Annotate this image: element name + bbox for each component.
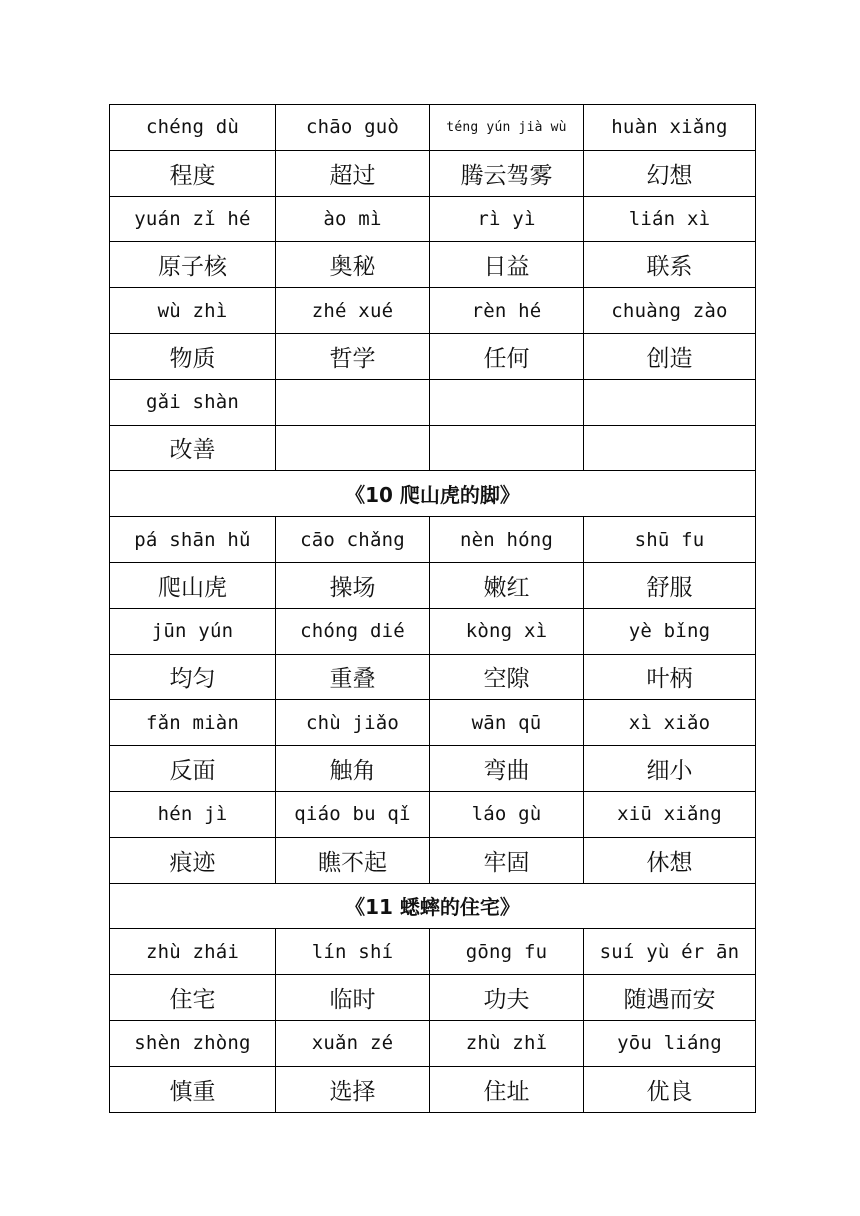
hanzi-cell: 痕迹 (110, 837, 276, 883)
table-row (110, 791, 756, 837)
hanzi-cell: 弯曲 (430, 746, 584, 792)
pinyin-cell: kòng xì (430, 608, 584, 654)
hanzi-cell: 功夫 (430, 975, 584, 1021)
table-row (110, 608, 756, 654)
table-row (110, 746, 756, 792)
hanzi-cell: 舒服 (584, 562, 756, 608)
table-row (110, 700, 756, 746)
hanzi-cell: 优良 (584, 1066, 756, 1112)
lesson-title-row (110, 471, 756, 517)
pinyin-cell: shèn zhòng (110, 1020, 276, 1066)
empty-cell (430, 379, 584, 425)
empty-cell (584, 425, 756, 471)
pinyin-cell: yuán zǐ hé (110, 196, 276, 242)
hanzi-cell: 日益 (430, 242, 584, 288)
hanzi-cell: 嫩红 (430, 562, 584, 608)
pinyin-cell: rì yì (430, 196, 584, 242)
hanzi-cell: 慎重 (110, 1066, 276, 1112)
pinyin-cell: chāo guò (276, 105, 430, 151)
pinyin-cell: yè bǐng (584, 608, 756, 654)
pinyin-cell: shū fu (584, 517, 756, 563)
table-row (110, 929, 756, 975)
hanzi-cell: 联系 (584, 242, 756, 288)
table-row (110, 1066, 756, 1112)
hanzi-cell: 程度 (110, 150, 276, 196)
hanzi-cell: 超过 (276, 150, 430, 196)
pinyin-cell: huàn xiǎng (584, 105, 756, 151)
table-row (110, 425, 756, 471)
table-row (110, 150, 756, 196)
pinyin-cell: xiū xiǎng (584, 791, 756, 837)
hanzi-cell: 腾云驾雾 (430, 150, 584, 196)
hanzi-cell: 牢固 (430, 837, 584, 883)
table-row (110, 288, 756, 334)
hanzi-cell: 奥秘 (276, 242, 430, 288)
empty-cell (276, 425, 430, 471)
pinyin-cell: wù zhì (110, 288, 276, 334)
pinyin-cell: xì xiǎo (584, 700, 756, 746)
hanzi-cell: 操场 (276, 562, 430, 608)
vocabulary-table (109, 104, 756, 1113)
pinyin-cell: ào mì (276, 196, 430, 242)
pinyin-cell: qiáo bu qǐ (276, 791, 430, 837)
pinyin-cell: lián xì (584, 196, 756, 242)
table-row (110, 196, 756, 242)
table-row (110, 379, 756, 425)
hanzi-cell: 创造 (584, 333, 756, 379)
lesson-title: 《10 爬山虎的脚》 (110, 471, 756, 517)
hanzi-cell: 改善 (110, 425, 276, 471)
hanzi-cell: 幻想 (584, 150, 756, 196)
pinyin-cell: fǎn miàn (110, 700, 276, 746)
hanzi-cell: 住址 (430, 1066, 584, 1112)
empty-cell (584, 379, 756, 425)
hanzi-cell: 选择 (276, 1066, 430, 1112)
pinyin-cell: xuǎn zé (276, 1020, 430, 1066)
pinyin-cell: rèn hé (430, 288, 584, 334)
hanzi-cell: 随遇而安 (584, 975, 756, 1021)
pinyin-cell: wān qū (430, 700, 584, 746)
hanzi-cell: 细小 (584, 746, 756, 792)
hanzi-cell: 重叠 (276, 654, 430, 700)
hanzi-cell: 均匀 (110, 654, 276, 700)
pinyin-cell: láo gù (430, 791, 584, 837)
table-row (110, 517, 756, 563)
hanzi-cell: 物质 (110, 333, 276, 379)
empty-cell (430, 425, 584, 471)
pinyin-cell: zhù zhǐ (430, 1020, 584, 1066)
vocabulary-sheet (109, 104, 755, 1113)
pinyin-cell: hén jì (110, 791, 276, 837)
table-row (110, 654, 756, 700)
table-row (110, 975, 756, 1021)
pinyin-cell: lín shí (276, 929, 430, 975)
pinyin-cell: pá shān hǔ (110, 517, 276, 563)
pinyin-cell: chuàng zào (584, 288, 756, 334)
hanzi-cell: 临时 (276, 975, 430, 1021)
pinyin-cell: chéng dù (110, 105, 276, 151)
table-row (110, 562, 756, 608)
pinyin-cell: chù jiǎo (276, 700, 430, 746)
hanzi-cell: 瞧不起 (276, 837, 430, 883)
pinyin-cell: téng yún jià wù (430, 105, 584, 151)
vocabulary-table-body (110, 105, 756, 1113)
pinyin-cell: cāo chǎng (276, 517, 430, 563)
table-row (110, 837, 756, 883)
hanzi-cell: 任何 (430, 333, 584, 379)
pinyin-cell: nèn hóng (430, 517, 584, 563)
hanzi-cell: 住宅 (110, 975, 276, 1021)
hanzi-cell: 叶柄 (584, 654, 756, 700)
pinyin-cell: suí yù ér ān (584, 929, 756, 975)
pinyin-cell: zhù zhái (110, 929, 276, 975)
pinyin-cell: chóng dié (276, 608, 430, 654)
lesson-title-row (110, 883, 756, 929)
table-row (110, 242, 756, 288)
hanzi-cell: 休想 (584, 837, 756, 883)
pinyin-cell: gǎi shàn (110, 379, 276, 425)
hanzi-cell: 触角 (276, 746, 430, 792)
hanzi-cell: 爬山虎 (110, 562, 276, 608)
hanzi-cell: 原子核 (110, 242, 276, 288)
pinyin-cell: jūn yún (110, 608, 276, 654)
table-row (110, 105, 756, 151)
table-row (110, 1020, 756, 1066)
hanzi-cell: 反面 (110, 746, 276, 792)
pinyin-cell: gōng fu (430, 929, 584, 975)
pinyin-cell: zhé xué (276, 288, 430, 334)
empty-cell (276, 379, 430, 425)
hanzi-cell: 哲学 (276, 333, 430, 379)
pinyin-cell: yōu liáng (584, 1020, 756, 1066)
table-row (110, 333, 756, 379)
lesson-title: 《11 蟋蟀的住宅》 (110, 883, 756, 929)
hanzi-cell: 空隙 (430, 654, 584, 700)
